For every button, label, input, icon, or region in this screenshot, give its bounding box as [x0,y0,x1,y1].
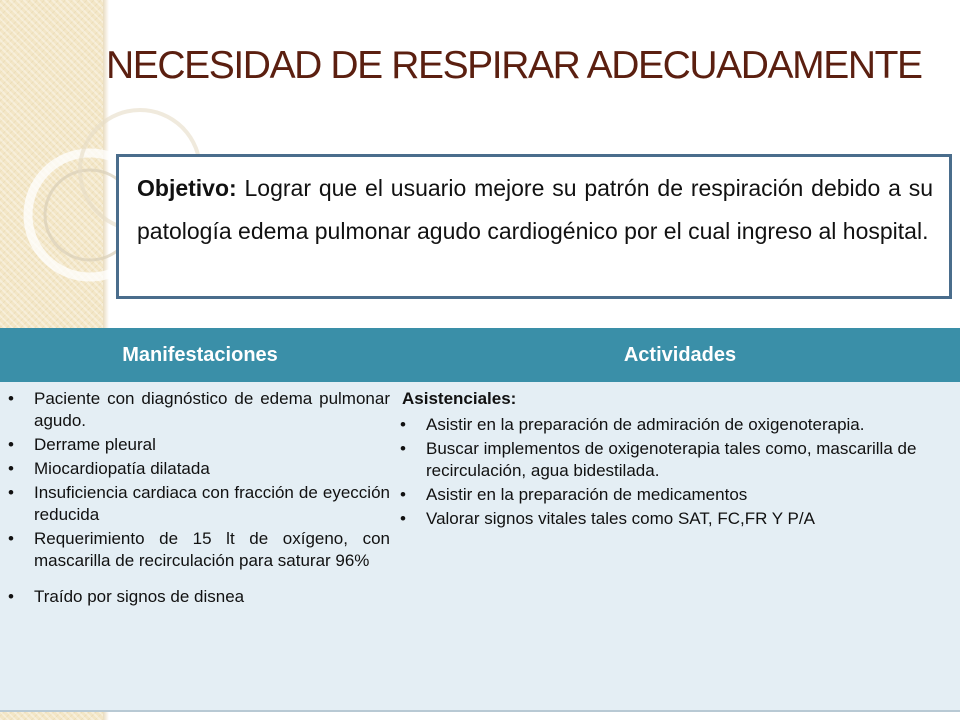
objective-paragraph [137,167,933,253]
manifestations-cell [0,382,400,610]
list-item: • Requerimiento de 15 lt de oxígeno, con mascarilla de recirculación para saturar 96% [8,528,390,572]
objective-text: Lograr que el usuario mejore su patrón de respiración debido a su patología edema pulmonar agudo cardiogénico por el cual ingreso al hospital. [137,175,933,244]
activities-cell [400,382,960,610]
list-item: • Derrame pleural [8,434,390,456]
list-item: • Insuficiencia cardiaca con fracción de eyección reducida [8,482,390,526]
activities-list [400,414,940,530]
list-item: • Asistir en la preparación de admiración de oxigenoterapia. [400,414,940,436]
table-body-row [0,382,960,610]
table-header-row [0,328,960,382]
list-item: • Traído por signos de disnea [8,586,390,608]
care-table [0,328,960,712]
objective-label: Objetivo: [137,175,237,201]
list-item: • Paciente con diagnóstico de edema pulmonar agudo. [8,388,390,432]
list-item: • Miocardiopatía dilatada [8,458,390,480]
table-bottom-border [0,710,960,712]
list-item: • Valorar signos vitales tales como SAT, FC,FR Y P/A [400,508,940,530]
activities-subhead: Asistenciales: [402,389,517,408]
objective-box [116,154,952,299]
header-actividades: Actividades [623,343,737,366]
manifestations-list [8,388,390,608]
list-item: • Buscar implementos de oxigenoterapia tales como, mascarilla de recirculación, agua bidestilada. [400,438,940,482]
list-item: • Asistir en la preparación de medicamentos [400,484,940,506]
page-title: NECESIDAD DE RESPIRAR ADECUADAMENTE [106,44,922,87]
header-manifestaciones: Manifestaciones [122,343,278,366]
